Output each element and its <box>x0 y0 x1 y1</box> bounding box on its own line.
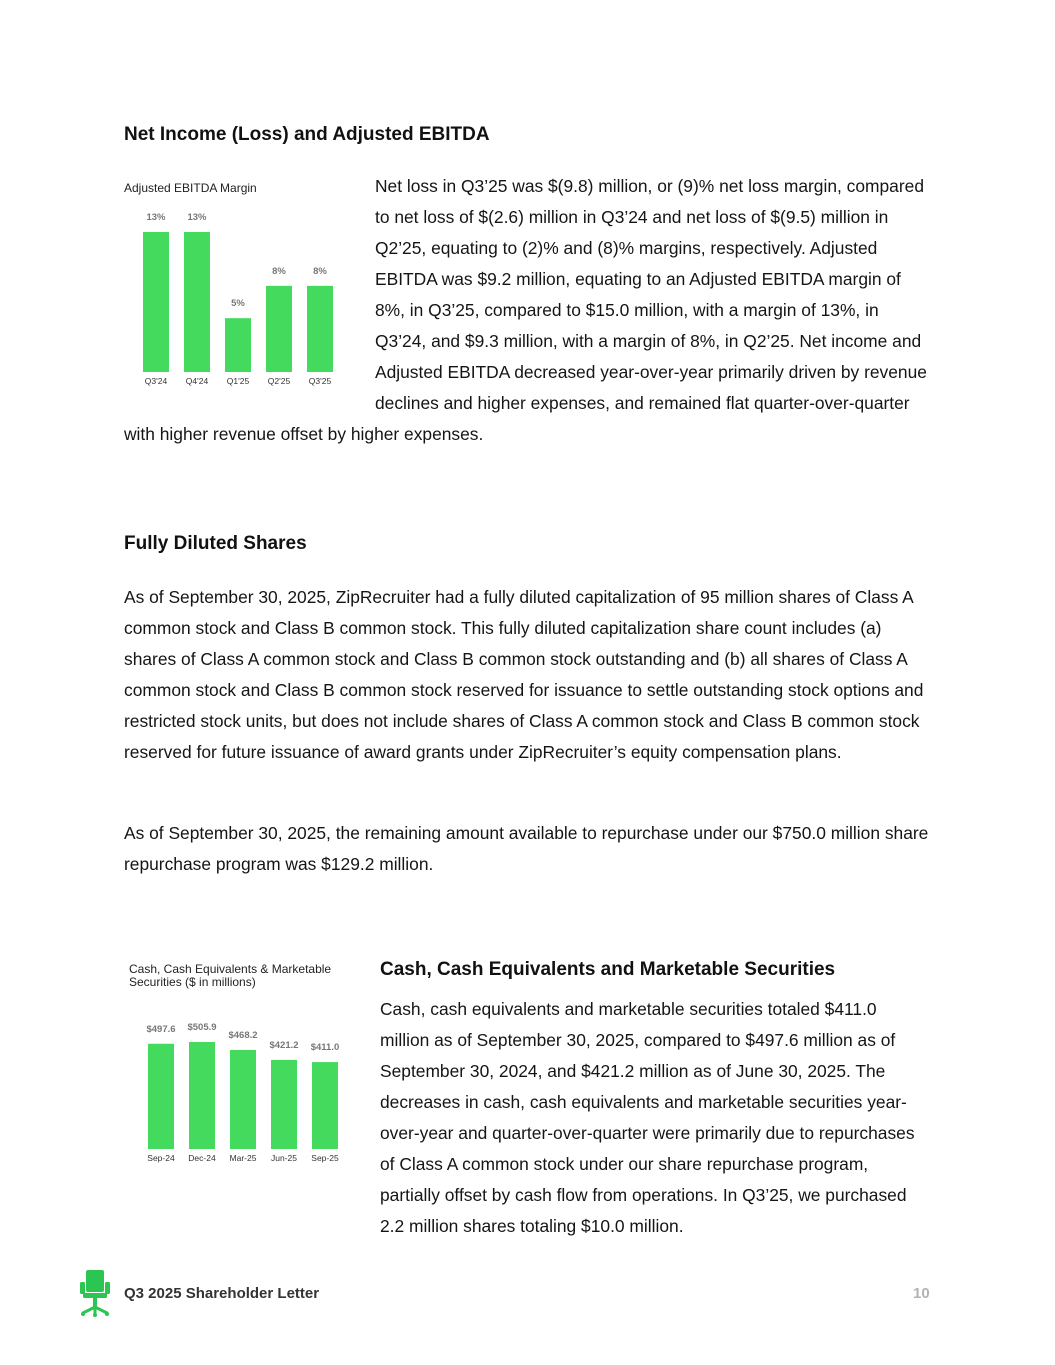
x-tick-label: Jun-25 <box>271 1153 297 1163</box>
net-income-heading: Net Income (Loss) and Adjusted EBITDA <box>124 124 490 145</box>
cash-heading: Cash, Cash Equivalents and Marketable Securities <box>380 959 836 980</box>
net-income-paragraph-block <box>124 171 930 450</box>
bar-value-label: $505.9 <box>187 1022 217 1033</box>
cash-chart-svg <box>129 983 359 1173</box>
page-number: 10 <box>913 1285 930 1302</box>
x-tick-label: Q3'25 <box>308 376 332 386</box>
x-tick-label: Q1'25 <box>226 376 250 386</box>
diluted-shares-paragraph-2: As of September 30, 2025, the remaining amount available to repurchase under our $750.0 million share repurchase program was $129.2 million. <box>124 823 929 874</box>
x-tick-label: Q3'24 <box>144 376 168 386</box>
cash-chart-title-line1: Cash, Cash Equivalents & Marketable <box>129 962 332 976</box>
x-tick-label: Mar-25 <box>229 1153 257 1163</box>
x-tick-label: Q4'24 <box>185 376 209 386</box>
bar-value-label: $468.2 <box>228 1029 258 1041</box>
bar-Dec-24 <box>189 1042 215 1149</box>
bar-value-label: 5% <box>231 298 245 310</box>
bar-value-label: $411.0 <box>310 1042 340 1054</box>
x-tick-label: Sep-25 <box>311 1153 339 1163</box>
chair-logo-icon <box>78 1268 112 1318</box>
net-income-paragraph: Net loss in Q3’25 was $(9.8) million, or (9)% net loss margin, compared to net loss of $(2.6) million in Q3’24 and net loss of $(9.5) million in Q2’25, equating to (2)% and (8)% margins, respectively. Adjusted EBITDA was $9.2 million, equating to an Adjusted EBITDA margin of 8%, in Q3’25, compared to $15.0 million, with a margin of 13%, in Q3’24, and $9.3 million, with a margin of 8%, in Q2’25. Net income and Adjusted EBITDA decreased year-over-year primarily driven by revenue declines and higher expenses, and remained flat quarter-over-quarter with higher revenue offset by higher expenses. <box>124 176 927 444</box>
cash-paragraph: Cash, cash equivalents and marketable securities totaled $411.0 million as of September 30, 2025, compared to $497.6 million as of September 30, 2024, and $421.2 million as of June 30, 2025. The decreases in cash, cash equivalents and marketable securities year-over-year and quarter-over-quarter were primarily due to repurchases of Class A common stock under our share repurchase program, partially offset by cash flow from operations. In Q3’25, we purchased 2.2 million shares totaling $10.0 million. <box>380 999 915 1236</box>
diluted-shares-paragraph-1: As of September 30, 2025, ZipRecruiter had a fully diluted capitalization of 95 million shares of Class A common stock and Class B common stock. This fully diluted capitalization share count includes (a) shares of Class A common stock and Class B common stock outstanding and (b) all shares of Class A common stock and Class B common stock reserved for issuance to settle outstanding stock options and restricted stock units, but does not include shares of Class A common stock and Class B common stock reserved for future issuance of award grants under ZipRecruiter’s equity compensation plans. <box>124 587 924 762</box>
bar-value-label: 13% <box>146 212 166 223</box>
bar-Sep-24 <box>148 1044 174 1149</box>
x-tick-label: Sep-24 <box>147 1153 175 1163</box>
bar-value-label: $497.6 <box>146 1023 176 1035</box>
fully-diluted-shares-heading: Fully Diluted Shares <box>124 533 307 554</box>
x-tick-label: Q2'25 <box>267 376 291 386</box>
bar-value-label: 13% <box>187 212 207 223</box>
bar-Mar-25 <box>230 1050 256 1149</box>
bar-Sep-25 <box>312 1062 338 1149</box>
footer-title: Q3 2025 Shareholder Letter <box>124 1285 320 1302</box>
x-tick-label: Dec-24 <box>188 1153 216 1163</box>
bar-value-label: 8% <box>272 265 286 277</box>
cash-chart <box>129 963 359 1173</box>
bar-value-label: $421.2 <box>269 1039 299 1051</box>
bar-value-label: 8% <box>313 265 327 277</box>
ebitda-chart-title: Adjusted EBITDA Margin <box>124 181 257 195</box>
cash-chart-title-line2: Securities ($ in millions) <box>129 974 256 989</box>
bar-Jun-25 <box>271 1060 297 1149</box>
